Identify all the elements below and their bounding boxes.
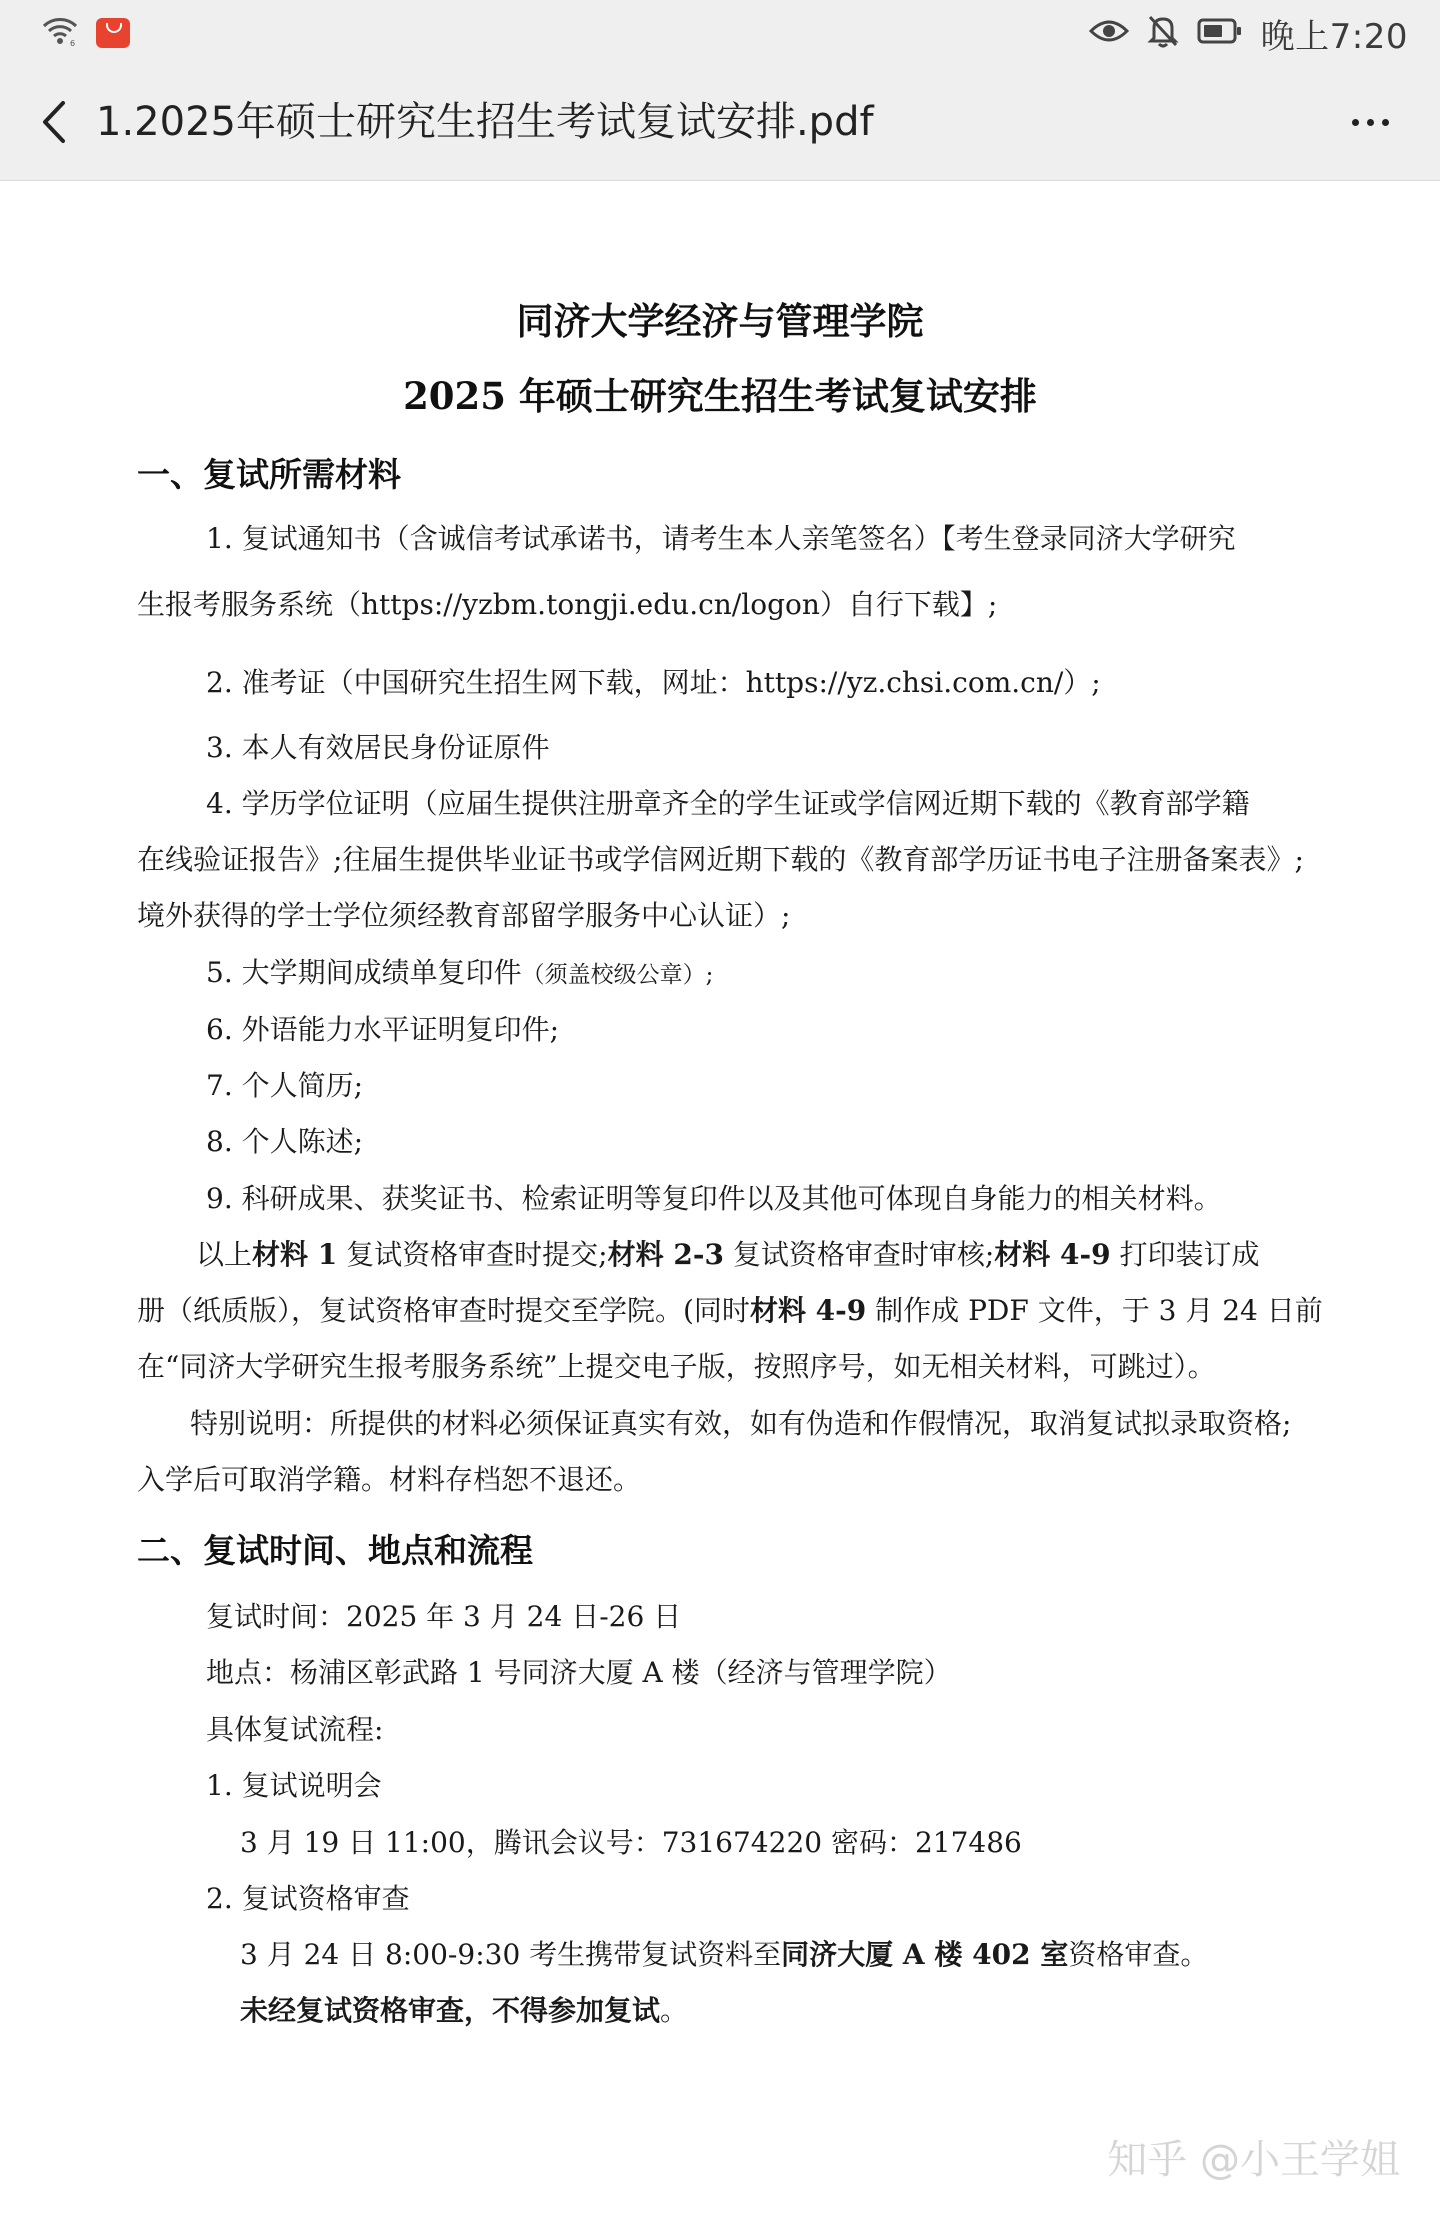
step-2-detail-text: 3 月 24 日 8:00-9:30 考生携带复试资料至 bbox=[240, 1938, 782, 1971]
interview-time: 复试时间：2025 年 3 月 24 日-26 日 bbox=[206, 1600, 682, 1633]
summary-text: 制作成 PDF 文件，于 3 月 24 日前 bbox=[866, 1294, 1323, 1327]
material-item-7: 7. 个人简历; bbox=[206, 1069, 364, 1102]
summary-material-1: 材料 1 bbox=[252, 1238, 338, 1271]
status-bar bbox=[0, 0, 1440, 66]
flow-step-2-detail bbox=[240, 1933, 1208, 1973]
more-dot-icon bbox=[1367, 119, 1374, 126]
material-item-4-line-1: 4. 学历学位证明（应届生提供注册章齐全的学生证或学信网近期下载的《教育部学籍 bbox=[206, 787, 1250, 820]
summary-text: 以上 bbox=[196, 1238, 253, 1271]
summary-material-2-3: 材料 2-3 bbox=[607, 1238, 724, 1271]
flow-step-2-title: 2. 复试资格审查 bbox=[206, 1882, 410, 1915]
material-item-3: 3. 本人有效居民身份证原件 bbox=[206, 731, 550, 764]
special-note-line-2: 入学后可取消学籍。材料存档恕不退还。 bbox=[137, 1463, 642, 1496]
material-item-5-note: （须盖校级公章）; bbox=[521, 962, 714, 988]
materials-summary-line-2 bbox=[137, 1289, 1323, 1329]
material-item-4-line-3: 境外获得的学士学位须经教育部留学服务中心认证）; bbox=[137, 899, 791, 932]
more-dot-icon bbox=[1352, 119, 1359, 126]
chevron-left-icon bbox=[39, 99, 69, 145]
flow-step-1-title: 1. 复试说明会 bbox=[206, 1769, 382, 1802]
interview-place: 地点：杨浦区彰武路 1 号同济大厦 A 楼（经济与管理学院） bbox=[206, 1656, 952, 1689]
summary-text: 复试资格审查时提交; bbox=[337, 1238, 608, 1271]
material-item-2: 2. 准考证（中国研究生招生网下载，网址：https://yz.chsi.com.cn/）; bbox=[206, 666, 1101, 699]
material-item-4-line-2: 在线验证报告》;往届生提供毕业证书或学信网近期下载的《教育部学历证书电子注册备案表》; bbox=[137, 843, 1304, 876]
document-title: 1.2025年硕士研究生招生考试复试安排.pdf bbox=[96, 99, 874, 145]
special-note-line-1: 特别说明：所提供的材料必须保证真实有效，如有伪造和作假情况，取消复试拟录取资格; bbox=[190, 1407, 1292, 1440]
more-dot-icon bbox=[1382, 119, 1389, 126]
materials-summary-line-1 bbox=[196, 1233, 1260, 1273]
document-heading-title: 2025 年硕士研究生招生考试复试安排 bbox=[403, 374, 1037, 418]
step-2-detail-text: 资格审查。 bbox=[1068, 1938, 1209, 1971]
step-2-warning-end: 。 bbox=[660, 1994, 689, 2027]
svg-text:6: 6 bbox=[70, 39, 76, 47]
document-heading-institution: 同济大学经济与管理学院 bbox=[516, 299, 924, 343]
watermark: 知乎 @小王学姐 bbox=[1107, 2137, 1400, 2183]
summary-material-4-9: 材料 4-9 bbox=[749, 1294, 867, 1327]
pdf-page[interactable] bbox=[0, 181, 1440, 2213]
material-item-1-line-1: 1. 复试通知书（含诚信考试承诺书，请考生本人亲笔签名）【考生登录同济大学研究 bbox=[206, 522, 1236, 555]
flow-step-1-detail: 3 月 19 日 11:00，腾讯会议号：731674220 密码：217486 bbox=[240, 1826, 1022, 1859]
materials-summary-line-3: 在“同济大学研究生报考服务系统”上提交电子版，按照序号，如无相关材料，可跳过）。 bbox=[137, 1350, 1216, 1383]
title-bar bbox=[0, 66, 1440, 181]
status-bar-right bbox=[1089, 12, 1408, 57]
eye-icon bbox=[1089, 17, 1129, 49]
section-title-schedule: 二、复试时间、地点和流程 bbox=[137, 1531, 533, 1570]
step-2-warning-text: 未经复试资格审查，不得参加复试 bbox=[240, 1994, 661, 2027]
summary-text: 册（纸质版），复试资格审查时提交至学院。(同时 bbox=[137, 1294, 750, 1327]
more-options-button[interactable] bbox=[1340, 96, 1400, 148]
mute-bell-icon bbox=[1147, 14, 1179, 52]
summary-text: 复试资格审查时审核; bbox=[723, 1238, 995, 1271]
summary-text: 打印装订成 bbox=[1110, 1238, 1260, 1271]
material-item-6: 6. 外语能力水平证明复印件; bbox=[206, 1013, 560, 1046]
step-2-room: 同济大厦 A 楼 402 室 bbox=[781, 1938, 1069, 1971]
status-time: 晚上7:20 bbox=[1260, 16, 1408, 57]
material-item-5 bbox=[206, 951, 713, 991]
battery-icon bbox=[1197, 17, 1243, 49]
summary-material-4-9: 材料 4-9 bbox=[994, 1238, 1111, 1271]
status-bar-left bbox=[40, 16, 130, 50]
interview-flow-label: 具体复试流程: bbox=[206, 1713, 384, 1746]
material-item-9: 9. 科研成果、获奖证书、检索证明等复印件以及其他可体现自身能力的相关材料。 bbox=[206, 1182, 1222, 1215]
material-item-1-line-2: 生报考服务系统（https://yzbm.tongji.edu.cn/logon）自行下载】; bbox=[137, 588, 998, 621]
app-notification-icon bbox=[96, 18, 130, 48]
wifi-icon bbox=[40, 15, 80, 51]
back-button[interactable] bbox=[26, 92, 82, 152]
section-title-materials: 一、复试所需材料 bbox=[137, 455, 401, 494]
flow-step-2-warning bbox=[240, 1989, 688, 2029]
material-item-5-text: 5. 大学期间成绩单复印件 bbox=[206, 956, 522, 989]
material-item-8: 8. 个人陈述; bbox=[206, 1125, 364, 1158]
